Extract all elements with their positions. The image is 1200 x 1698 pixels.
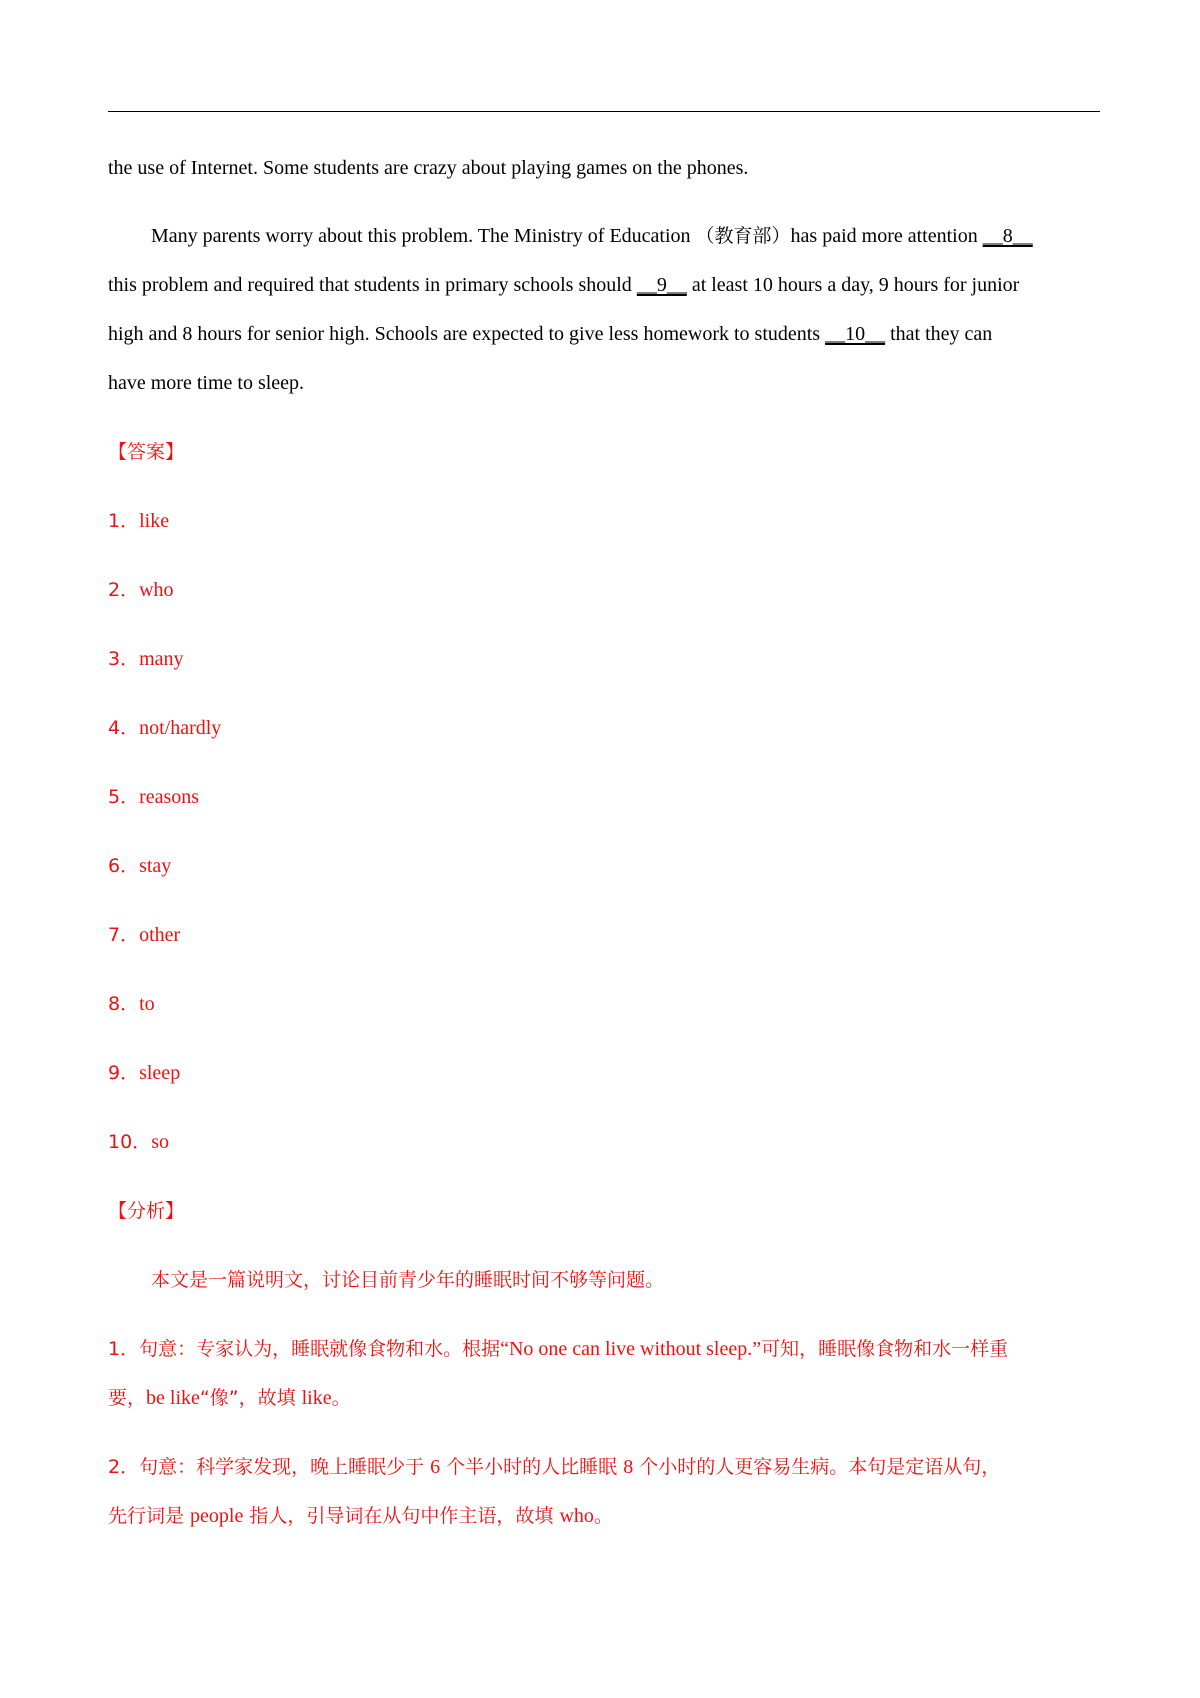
answer-text: like <box>139 510 170 532</box>
answer-item <box>108 992 1100 1016</box>
passage-line: the use of Internet. Some students are crazy about playing games on the phones. <box>108 157 749 179</box>
analysis-item-line <box>108 1504 1100 1528</box>
answer-num: 3． <box>108 648 140 670</box>
answer-num: 9． <box>108 1062 140 1084</box>
text: 个半小时的人比睡眠 <box>440 1456 624 1478</box>
blank-10: __10__ <box>825 323 886 345</box>
text: high and 8 hours for senior high. Schools are expected to give less homework to students <box>108 323 826 345</box>
analysis-item-line <box>108 1386 1100 1410</box>
answer-num: 4． <box>108 717 140 739</box>
passage-line: have more time to sleep. <box>108 372 305 394</box>
answer-num: 5． <box>108 786 140 808</box>
answer-text: so <box>151 1131 169 1153</box>
text: 2．句意：科学家发现，晚上睡眠少于 <box>108 1456 431 1478</box>
header-rule <box>108 111 1100 112</box>
text: like <box>301 1387 332 1409</box>
text: that they can <box>885 323 993 345</box>
analysis-intro: 本文是一篇说明文，讨论目前青少年的睡眠时间不够等问题。 <box>151 1269 665 1291</box>
text: Many parents worry about this problem. The Ministry of Education <box>151 225 696 247</box>
answer-num: 10． <box>108 1131 152 1153</box>
answer-item <box>108 923 1100 947</box>
answer-item <box>108 716 1100 740</box>
answer-heading: 【答案】 <box>108 441 185 463</box>
analysis-item-line <box>108 1455 1100 1479</box>
answer-num: 6． <box>108 855 140 877</box>
text: be like <box>146 1387 200 1409</box>
answer-item <box>108 509 1100 533</box>
text: 指人，引导词在从句中作主语，故填 <box>243 1505 560 1527</box>
answer-item <box>108 578 1100 602</box>
text: 个小时的人更容易生病。本句是定语从句， <box>633 1456 1001 1478</box>
passage-line <box>108 273 1100 297</box>
answer-item <box>108 1061 1100 1085</box>
text: 可知，睡眠像食物和水一样重 <box>761 1338 1009 1360</box>
text: “No one can live without sleep.” <box>500 1338 762 1360</box>
passage-line <box>108 322 1100 346</box>
analysis-item-line <box>108 1337 1100 1361</box>
answer-item <box>108 785 1100 809</box>
answer-num: 1． <box>108 510 140 532</box>
answer-num: 2． <box>108 579 140 601</box>
blank-9: __9__ <box>636 274 687 296</box>
answer-text: stay <box>139 855 172 877</box>
blank-8: __8__ <box>982 225 1033 247</box>
answer-text: who <box>139 579 174 601</box>
answer-item <box>108 647 1100 671</box>
answer-item <box>108 1130 1100 1154</box>
text: this problem and required that students in primary schools should <box>108 274 637 296</box>
answer-num: 8． <box>108 993 140 1015</box>
text: 8 <box>623 1456 634 1478</box>
text: 1．句意：专家认为，睡眠就像食物和水。根据 <box>108 1338 501 1360</box>
answer-text: not/hardly <box>139 717 222 739</box>
text: 6 <box>430 1456 441 1478</box>
passage-line <box>151 224 1143 248</box>
answer-text: many <box>139 648 184 670</box>
answer-text: to <box>139 993 155 1015</box>
answer-text: other <box>139 924 181 946</box>
text: at least 10 hours a day, 9 hours for junior <box>686 274 1020 296</box>
text: has paid more attention <box>790 225 983 247</box>
answer-text: reasons <box>139 786 200 808</box>
text: people <box>190 1505 244 1527</box>
answer-item <box>108 854 1100 878</box>
answer-num: 7． <box>108 924 140 946</box>
analysis-heading: 【分析】 <box>108 1200 185 1222</box>
text: who <box>559 1505 594 1527</box>
text: “像”，故填 <box>199 1387 302 1409</box>
text: 。 <box>331 1387 351 1409</box>
text: （教育部） <box>695 225 791 247</box>
text: 。 <box>593 1505 613 1527</box>
answer-text: sleep <box>139 1062 181 1084</box>
text: 先行词是 <box>108 1505 191 1527</box>
text: 要， <box>108 1387 147 1409</box>
